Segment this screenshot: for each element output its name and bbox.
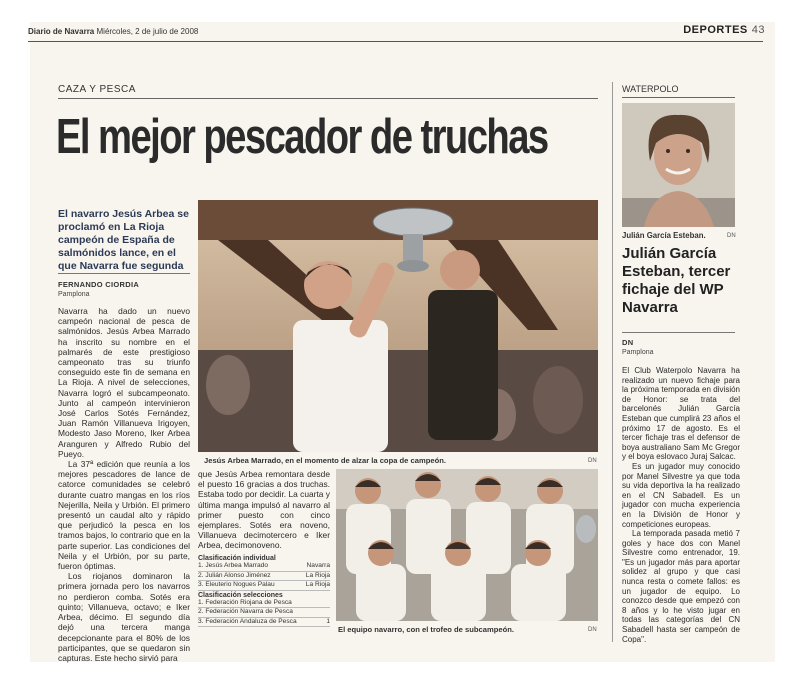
- result-name: 2. Federación Navarra de Pesca: [198, 608, 293, 615]
- photo2-caption: El equipo navarro, con el trofeo de subcampeón.: [338, 625, 514, 634]
- individual-table: [198, 562, 330, 591]
- table-row: [198, 618, 330, 628]
- body-paragraph: La temporada pasada metió 7 goles y hace dos con Manel Silvestre como entrenador, 19. "Es un jugador más para aportar solidez al grupo y que casi nunca resta o comete fallos: es un jugador de equipo. Lo conozco desde que empezó con 8 años y lo he visto jugar en todas las categorías del CN Sabadell hasta ser campeón de Copa".: [622, 529, 740, 644]
- player-photo: [622, 103, 735, 227]
- result-name: 3. Federación Andaluza de Pesca: [198, 617, 297, 625]
- table-row: [198, 562, 330, 572]
- main-body-col2: [198, 469, 330, 551]
- table-row: [198, 572, 330, 582]
- result-name: 2. Julián Alonso Jiménez: [198, 571, 271, 579]
- main-kicker: CAZA Y PESCA: [58, 84, 136, 95]
- sidebar-photo-credit: DN: [727, 233, 736, 239]
- body-paragraph: La 37ª edición que reunía a los mejores pescadores de lance de catorce comunidades se celebró durante cuatro mangas en los ríos Nejerilla, Neila y Urbión. El primero presentó un caudal alto y rápido que perjudicó la pesca en los tramos bajos, lo contrario que en la parte superior. Las condiciones del Neila y el Urbión, por su parte, fueron óptimas.: [58, 459, 190, 572]
- result-name: 1. Federación Riojana de Pesca: [198, 598, 292, 606]
- result-team: La Rioja: [305, 581, 330, 588]
- body-paragraph: El Club Waterpolo Navarra ha realizado un nuevo fichaje para la próxima temporada en división de Honor: se trata del barcelonés Julián García Esteban que cumplirá 23 años el próximo 17 de agosto. Es el tercer fichaje tras el defensor de boya australiano Sam Mc Gregor y el boya eslovaco Juraj Salcac.: [622, 366, 740, 462]
- column-divider: [612, 82, 613, 642]
- result-name: 3. Eleuterio Nogues Palau: [198, 581, 275, 588]
- body-paragraph: Navarra ha dado un nuevo campeón nacional de pesca de salmónidos. Jesús Arbea Marrado ha inscrito su nombre en el palmarés de este prestigioso campeonato tras su triunfo conseguido este fin de semana en La Rioja. A nivel de selecciones, Navarra logró el subcampeonato. Junto al campeón intervinieron José Carlos Sotés Fernández, Juan Ramón Villanueva Irigoyen, Modesto Jaso Moreno, Iker Arbea Aranguren y Alfredo Rubio del Pueyo.: [58, 306, 190, 459]
- table-row: [198, 581, 330, 591]
- header-left: [28, 27, 198, 36]
- team-photo: [336, 469, 598, 621]
- sidebar-dateline: Pamplona: [622, 349, 654, 356]
- result-team: La Rioja: [305, 571, 330, 579]
- section-name: DEPORTES: [683, 24, 748, 36]
- photo1-credit: DN: [588, 458, 597, 464]
- kicker-rule: [58, 98, 598, 99]
- main-deck: El navarro Jesús Arbea se proclamó en La Rioja campeón de España de salmónidos lance, en el que Navarra fue segunda: [58, 208, 189, 272]
- sidebar-body: [622, 366, 740, 644]
- publication-date: Miércoles, 2 de julio de 2008: [96, 27, 199, 36]
- main-headline: El mejor pescador de truchas: [56, 110, 548, 164]
- sidebar-kicker: WATERPOLO: [622, 84, 679, 94]
- header-rule: [28, 41, 763, 42]
- main-dateline: Pamplona: [58, 291, 90, 298]
- header-right: [683, 24, 765, 36]
- sidebar-byline: DN: [622, 338, 634, 347]
- champion-photo: [198, 200, 598, 452]
- individual-title: Clasificación individual: [198, 555, 276, 562]
- sidebar-headline: Julián García Esteban, tercer fichaje del WP Navarra: [622, 245, 731, 316]
- main-byline: FERNANDO CIORDIA: [58, 280, 140, 289]
- body-paragraph: que Jesús Arbea remontara desde el puesto 16 gracias a dos truchas. Estaba todo por decidir. La cuarta y última manga impulsó al navarro al primer puesto con cinco ejemplares. Sotés era noveno, Villanueva decimotercero e Iker Arbea, decimonoveno.: [198, 469, 330, 551]
- page-number: 43: [751, 24, 765, 36]
- sidebar-photo-caption: Julián García Esteban.: [622, 231, 706, 240]
- table-row: [198, 608, 330, 618]
- selections-table: [198, 599, 330, 628]
- main-body-col1: [58, 306, 190, 663]
- page-header: [28, 22, 773, 40]
- body-paragraph: Los riojanos dominaron la primera jornada pero los navarros no perdieron comba. Sotés era quinto; Villanueva, octavo; e Iker Arbea, décimo. El segundo día dejó una tercera manga decepcionante para el 80% de los participantes, que se quedaron sin capturas. Este hecho sirvió para: [58, 571, 190, 663]
- photo1-caption: Jesús Arbea Marrado, en el momento de alzar la copa de campeón.: [204, 456, 446, 465]
- sidebar-kicker-rule: [622, 97, 735, 98]
- result-mark: 1: [326, 617, 330, 625]
- result-team: Navarra: [306, 562, 330, 569]
- table-row: [198, 599, 330, 609]
- body-paragraph: Es un jugador muy conocido por Manel Silvestre ya que toda su vida deportiva la ha realizado en el CN Sabadell. Es un jugador con mucha experiencia en la División de Honor y competiciones europeas.: [622, 461, 740, 529]
- results-box: [198, 555, 330, 627]
- sidebar-rule: [622, 332, 735, 333]
- deck-rule: [58, 273, 190, 274]
- photo2-credit: DN: [588, 627, 597, 633]
- result-name: 1. Jesús Arbea Marrado: [198, 562, 269, 569]
- publication-name: Diario de Navarra: [28, 27, 95, 36]
- selections-title: Clasificación selecciones: [198, 591, 283, 599]
